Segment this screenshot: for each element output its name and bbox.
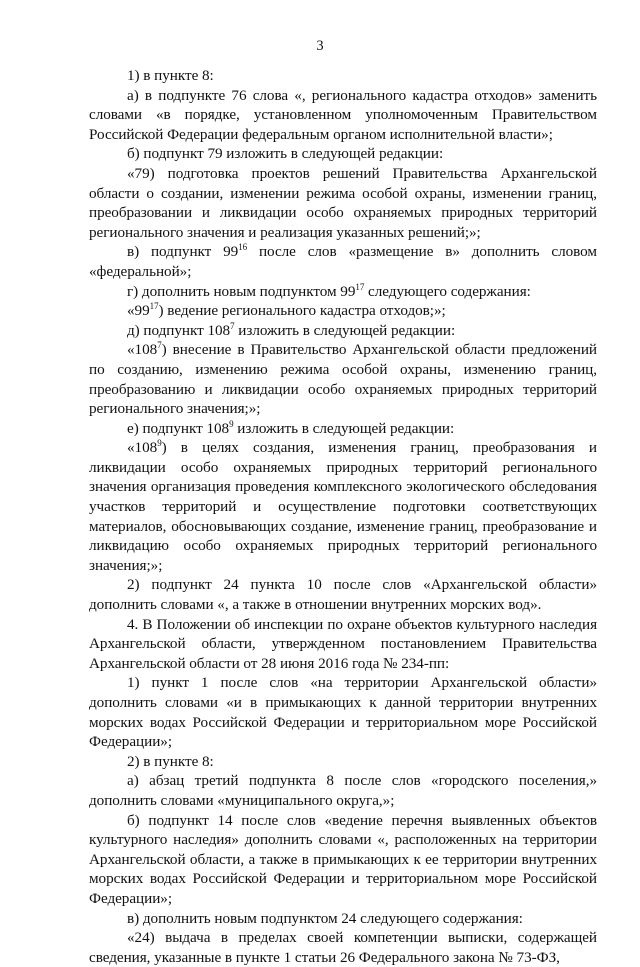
superscript-index: 7	[230, 320, 235, 331]
paragraph-text: «108	[127, 341, 158, 359]
paragraph-text: 2) в пункте 8:	[127, 752, 214, 770]
paragraph-text: в) подпункт 99	[127, 243, 239, 261]
paragraph-text: 1) пункт 1 после слов «на территории Архангельской области» дополнить словами «и в примыкающих к данной территории внутренних морских водах Российской Федерации и территориальном море Российской Федерации»;	[89, 674, 597, 751]
paragraph	[89, 811, 597, 909]
paragraph-text: изложить в следующей редакции:	[233, 419, 455, 437]
superscript-index: 17	[149, 301, 159, 312]
paragraph	[89, 144, 597, 164]
superscript-index: 7	[157, 340, 162, 351]
paragraph	[89, 321, 597, 341]
paragraph-text: 2) подпункт 24 пункта 10 после слов «Архангельской области» дополнить словами «, а также в отношении внутренних морских вод».	[89, 576, 597, 614]
document-body	[89, 66, 597, 967]
paragraph-text: а) в подпункте 76 слова «, регионального кадастра отходов» заменить словами «в порядке, установленном уполномоченным Правительством Российской Федерации федеральным органом исполнительной власти»;	[89, 86, 597, 143]
paragraph-text: «24) выдача в пределах своей компетенции выписки, содержащей сведения, указанные в пункте 1 статьи 26 Федерального закона № 73-ФЗ,	[89, 929, 597, 966]
superscript-index: 9	[157, 438, 162, 449]
paragraph-text: 4. В Положении об инспекции по охране объектов культурного наследия Архангельской области, утвержденном постановлением Правительства Архангельской области от 28 июня 2016 года № 234-пп:	[89, 615, 597, 672]
paragraph-text: ) внесение в Правительство Архангельской области предложений по созданию, изменению режима особой охраны, изменению границ, преобразованию и ликвидации особо охраняемых природных территорий регионального значения;»;	[89, 341, 597, 418]
paragraph-text: «99	[127, 302, 150, 320]
paragraph-text: «79) подготовка проектов решений Правительства Архангельской области о создании, изменении режима особой охраны, изменении границ, преобразовании и ликвидации особо охраняемых природных территорий регионального значения и реализация указанных решений;»;	[89, 164, 597, 241]
paragraph	[89, 282, 597, 302]
paragraph-text: ) в целях создания, изменения границ, преобразования и ликвидации особо охраняемых природных территорий регионального значения организация проведения комплексного экологического обследования участков территорий и осуществление подготовки соответствующих материалов, обосновывающих создание, изменение границ, преобразование и ликвидацию особо охраняемых природных территорий регионального значения;»;	[89, 439, 597, 574]
superscript-index: 16	[238, 242, 248, 253]
paragraph	[89, 752, 597, 772]
paragraph	[89, 66, 597, 86]
paragraph-text: ) ведение регионального кадастра отходов;»;	[158, 302, 446, 320]
paragraph	[89, 164, 597, 242]
paragraph	[89, 615, 597, 674]
paragraph-text: е) подпункт 108	[127, 419, 230, 437]
paragraph-text: «108	[127, 439, 158, 457]
paragraph	[89, 771, 597, 810]
paragraph-text: после слов «размещение в» дополнить словом «федеральной»;	[89, 243, 597, 280]
paragraph-text: б) подпункт 14 после слов «ведение перечня выявленных объектов культурного наследия» дополнить словами «, расположенных на территории Архангельской области, а также в примыкающих к ее территории внутренних морских водах Российской Федерации и территориальном море Российской Федерации»;	[89, 811, 597, 907]
paragraph-text: д) подпункт 108	[127, 321, 231, 339]
paragraph-text: следующего содержания:	[364, 282, 531, 300]
paragraph-text: г) дополнить новым подпунктом 99	[127, 282, 356, 300]
paragraph-text: изложить в следующей редакции:	[234, 321, 456, 339]
paragraph	[89, 438, 597, 575]
paragraph-text: в) дополнить новым подпунктом 24 следующего содержания:	[127, 909, 523, 927]
paragraph	[89, 575, 597, 614]
paragraph	[89, 909, 597, 929]
paragraph	[89, 86, 597, 145]
paragraph	[89, 340, 597, 418]
paragraph-text: б) подпункт 79 изложить в следующей редакции:	[127, 145, 444, 163]
paragraph	[89, 301, 597, 321]
superscript-index: 9	[229, 418, 234, 429]
page-number: 3	[316, 38, 324, 54]
paragraph	[89, 419, 597, 439]
superscript-index: 17	[355, 281, 365, 292]
paragraph-text: 1) в пункте 8:	[127, 67, 214, 84]
paragraph	[89, 242, 597, 281]
paragraph-text: а) абзац третий подпункта 8 после слов «городского поселения,» дополнить словами «муниципального округа,»;	[89, 772, 597, 809]
paragraph	[89, 928, 597, 967]
paragraph	[89, 673, 597, 751]
